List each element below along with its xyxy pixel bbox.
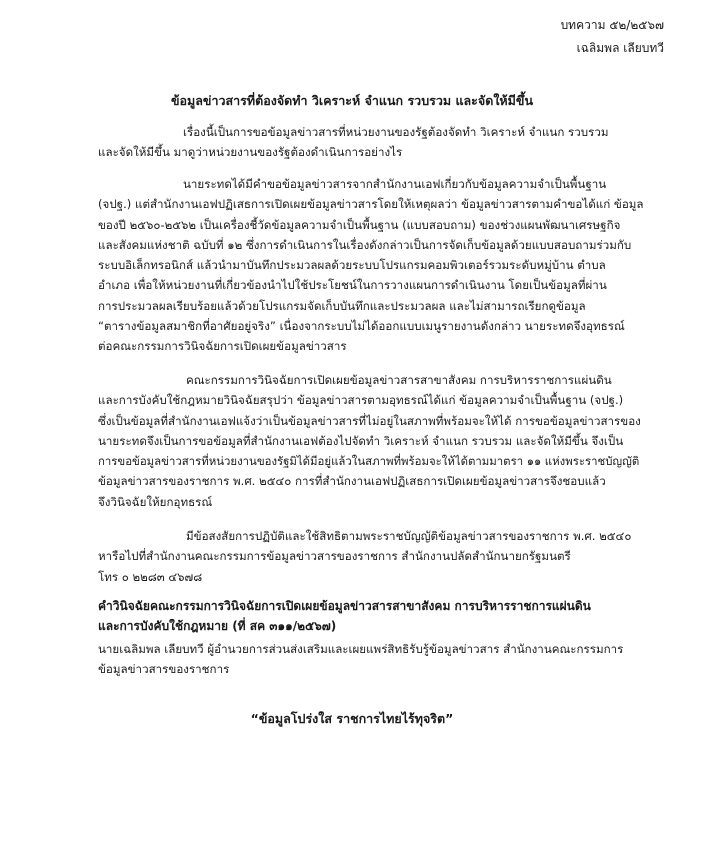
committee-line: และการบังคับใช้กฎหมายวินิจฉัยสรุปว่า ข้อมูลข่าวสารตามอุทธรณ์ได้แก่ ข้อมูลความจำเป็นพื้นฐาน (จปฐ.) [98,393,624,408]
author-info-line: นายเฉลิมพล เลียบทวี ผู้อำนวยการส่วนส่งเสริมและเผยแพร่สิทธิรับรู้ข้อมูลข่าวสาร สำนักงานคณะกรรมการ [98,642,624,656]
committee-paragraph [98,370,644,512]
request-line: การประมวลผลเรียบร้อยแล้วด้วยโปรแกรมจัดเก็บบันทึกและประมวลผล และไม่สามารถเรียกดูข้อมูล [98,298,586,313]
committee-line: ข้อมูลข่าวสารของราชการ พ.ศ. ๒๕๔๐ การที่สำนักงานเอฟปฏิเสธการเปิดเผยข้อมูลข่าวสารจึงชอบแล้ว [98,474,606,489]
intro-line: เรื่องนี้เป็นการขอข้อมูลข่าวสารที่หน่วยงานของรัฐต้องจัดทำ วิเคราะห์ จำแนก รวบรวม [183,125,609,139]
request-line: ต่อคณะกรรมการวินิจฉัยการเปิดเผยข้อมูลข่าวสาร [98,339,347,354]
request-line: ของปี ๒๕๖๐-๒๕๖๒ เป็นเครื่องชี้วัดข้อมูลความจำเป็นพื้นฐาน (แบบสอบถาม) ของช่วงแผนพัฒนาเศรษฐกิจ [98,217,621,232]
author-info-paragraph [98,639,644,680]
author-info-line: ข้อมูลข่าวสารของราชการ [98,662,230,677]
request-line: “ตารางข้อมูลสมาชิกที่อาศัยอยู่จริง” เนื่องจากระบบไม่ได้ออกแบบเมนูรายงานดังกล่าว นายระทดจึงอุทธรณ์ [98,319,625,334]
contact-line: โทร ๐ ๒๒๘๓ ๔๖๗๘ [98,569,203,584]
request-paragraph [98,174,644,357]
article-author: เฉลิมพล เลียบทวี [576,41,664,55]
document-title: ข้อมูลข่าวสารที่ต้องจัดทำ วิเคราะห์ จำแนก รวบรวม และจัดให้มีขึ้น [170,93,533,108]
committee-line: ซึ่งเป็นข้อมูลที่สำนักงานเอฟแจ้งว่าเป็นข้อมูลข่าวสารที่ไม่อยู่ในสภาพที่พร้อมจะให้ได้ การขอข้อมูลข่าวสารของ [98,413,641,428]
closing-slogan: “ข้อมูลโปร่งใส ราชการไทยไร้ทุจริต” [250,711,454,726]
committee-line: จึงวินิจฉัยให้ยกอุทธรณ์ [98,494,213,509]
ruling-heading [98,596,658,636]
intro-paragraph [98,122,644,163]
request-line: (จปฐ.) แต่สำนักงานเอฟปฏิเสธการเปิดเผยข้อมูลข่าวสารโดยให้เหตุผลว่า ข้อมูลข่าวสารตามคำขอได้แก่ ข้อมูล [98,197,644,212]
request-line: อำเภอ เพื่อให้หน่วยงานที่เกี่ยวข้องนำไปใช้ประโยชน์ในการวางแผนการดำเนินงาน โดยเป็นข้อมูลที่ผ่าน [98,278,607,293]
contact-line: มีข้อสงสัยการปฏิบัติและใช้สิทธิตามพระราชบัญญัติข้อมูลข่าวสารของราชการ พ.ศ. ๒๕๔๐ [186,529,632,543]
committee-line: การขอข้อมูลข่าวสารที่หน่วยงานของรัฐมิได้มีอยู่แล้วในสภาพที่พร้อมจะให้ได้ตามมาตรา ๑๑ แห่งพระราชบัญญัติ [98,454,640,469]
intro-line: และจัดให้มีขึ้น มาดูว่าหน่วยงานของรัฐต้องดำเนินการอย่างไร [98,145,403,160]
article-header [561,14,664,60]
committee-line: นายระทดจึงเป็นการขอข้อมูลที่สำนักงานเอฟต้องไปจัดทำ วิเคราะห์ จำแนก รวบรวม และจัดให้มีขึ้น จึงเป็น [98,433,624,448]
ruling-heading-line: คำวินิจฉัยคณะกรรมการวินิจฉัยการเปิดเผยข้อมูลข่าวสารสาขาสังคม การบริหารราชการแผ่นดิน [98,599,591,613]
contact-line: หารือไปที่สำนักงานคณะกรรมการข้อมูลข่าวสารของราชการ สำนักงานปลัดสำนักนายกรัฐมนตรี [98,549,571,564]
request-line: ระบบอิเล็กทรอนิกส์ แล้วนำมาบันทึกประมวลผลด้วยระบบโปรแกรมคอมพิวเตอร์รวมระดับหมู่บ้าน ตำบล [98,258,606,273]
ruling-heading-line: และการบังคับใช้กฎหมาย (ที่ สค ๓๑๑/๒๕๖๗) [98,619,337,633]
request-line: นายระทดได้มีคำขอข้อมูลข่าวสารจากสำนักงานเอฟเกี่ยวกับข้อมูลความจำเป็นพื้นฐาน [183,177,607,191]
article-number: บทความ ๕๒/๒๕๖๗ [560,18,664,32]
committee-line: คณะกรรมการวินิจฉัยการเปิดเผยข้อมูลข่าวสารสาขาสังคม การบริหารราชการแผ่นดิน [186,373,612,387]
request-line: และสังคมแห่งชาติ ฉบับที่ ๑๒ ซึ่งการดำเนินการในเรื่องดังกล่าวเป็นการจัดเก็บข้อมูลด้วยแบบสอบถามร่วมกับ [98,237,632,252]
contact-paragraph [98,526,644,587]
